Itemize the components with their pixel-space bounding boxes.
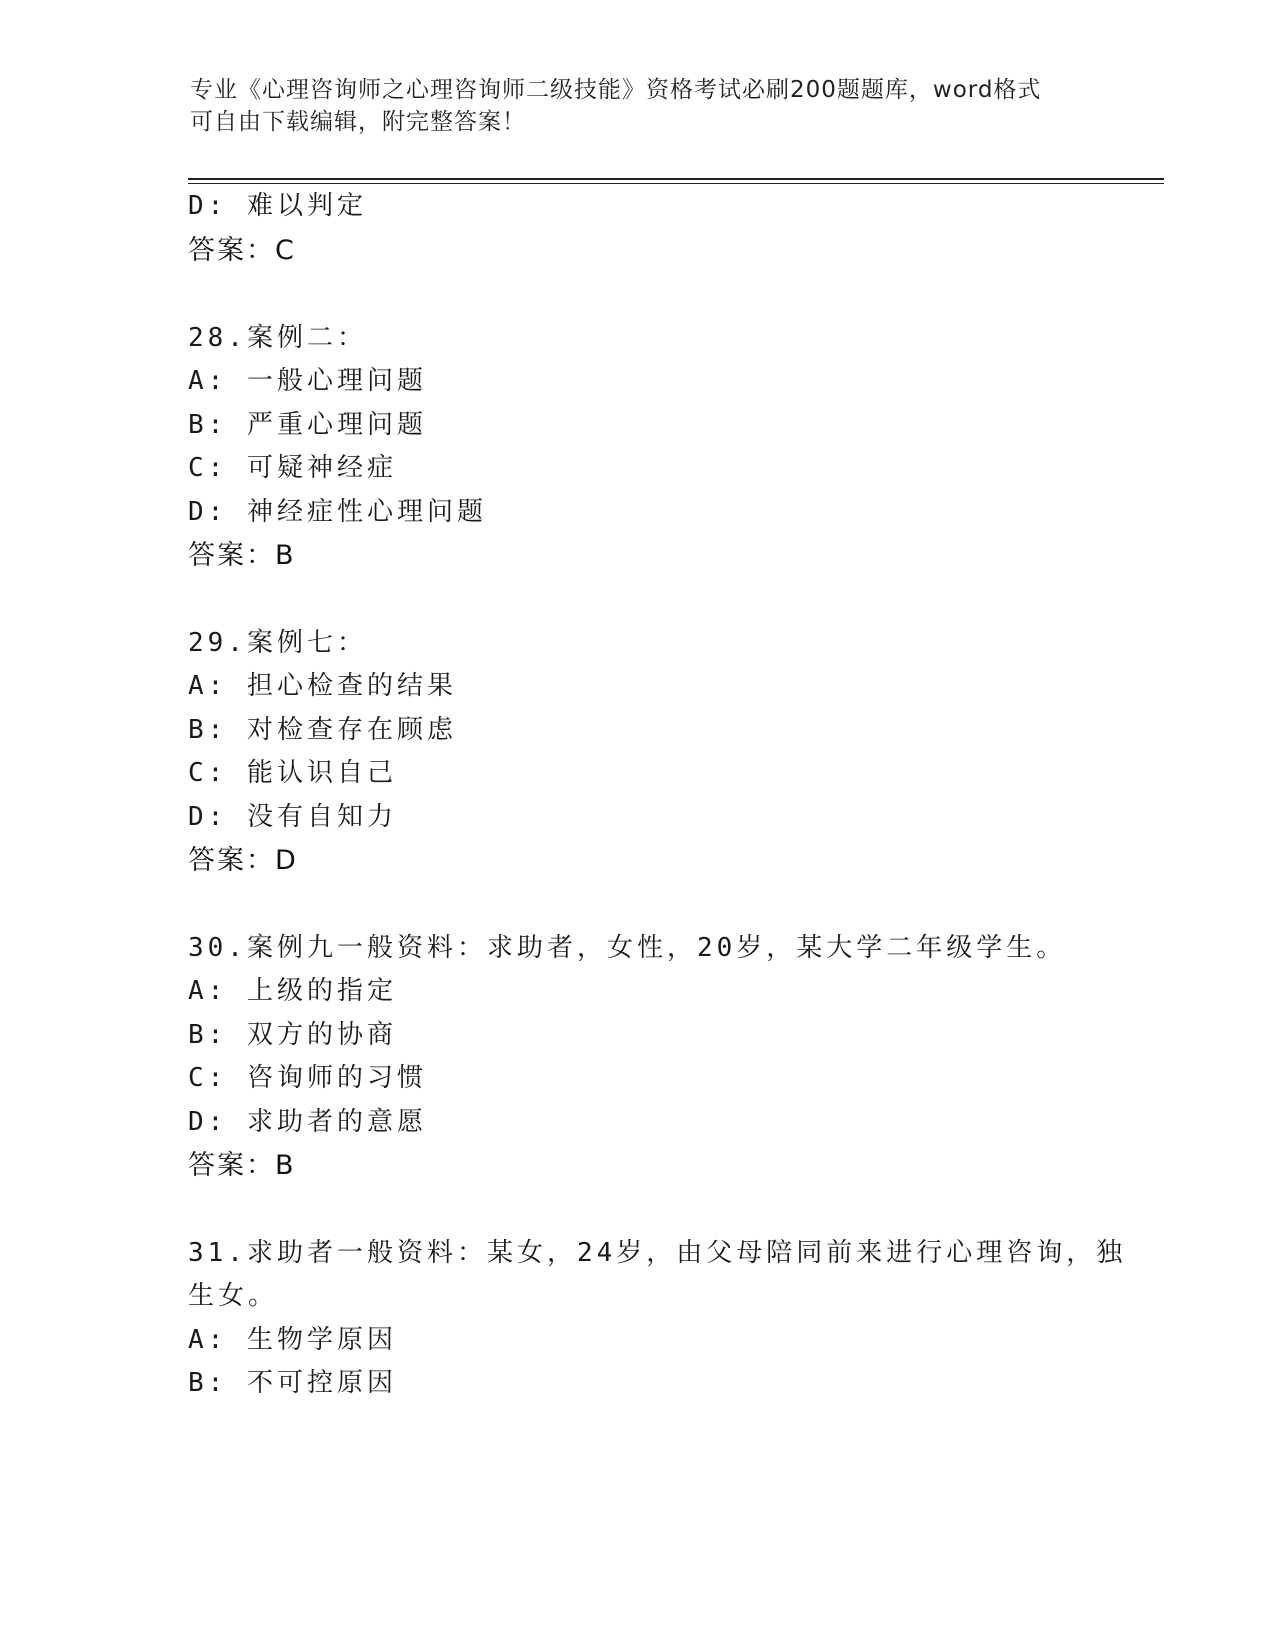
question-28-answer: 答案：B xyxy=(188,540,296,571)
question-30-option-c: C: 咨询师的习惯 xyxy=(188,1063,427,1093)
question-29-option-c: C: 能认识自己 xyxy=(188,758,397,788)
question-29-answer: 答案：D xyxy=(188,845,298,876)
question-31-stem-line-2: 生女。 xyxy=(188,1281,279,1311)
answer-label: 答案：C xyxy=(188,235,296,266)
question-30-option-d: D: 求助者的意愿 xyxy=(188,1107,427,1137)
question-28-option-c: C: 可疑神经症 xyxy=(188,453,397,483)
question-29-stem: 29.案例七： xyxy=(188,628,367,658)
question-28-option-d: D: 神经症性心理问题 xyxy=(188,497,487,527)
header-title-line-2: 可自由下载编辑，附完整答案！ xyxy=(190,109,526,135)
question-28-stem: 28.案例二： xyxy=(188,323,367,353)
option-d: D: 难以判定 xyxy=(188,191,367,221)
question-31-option-a: A: 生物学原因 xyxy=(188,1325,397,1355)
question-31-option-b: B: 不可控原因 xyxy=(188,1368,397,1398)
question-31-stem-line-1: 31.求助者一般资料：某女，24岁，由父母陪同前来进行心理咨询，独 xyxy=(188,1238,1127,1268)
question-29-option-d: D: 没有自知力 xyxy=(188,802,397,832)
header-title-line-1: 专业《心理咨询师之心理咨询师二级技能》资格考试必刷200题题库，word格式 xyxy=(190,77,1042,103)
header-divider-thin xyxy=(188,183,1164,184)
question-28-option-a: A: 一般心理问题 xyxy=(188,366,427,396)
question-30-option-a: A: 上级的指定 xyxy=(188,976,397,1006)
page-header xyxy=(190,74,1090,138)
question-29-option-a: A: 担心检查的结果 xyxy=(188,671,457,701)
question-30-stem: 30.案例九一般资料：求助者，女性，20岁，某大学二年级学生。 xyxy=(188,933,1067,963)
question-30-answer: 答案：B xyxy=(188,1150,296,1181)
question-28-option-b: B: 严重心理问题 xyxy=(188,410,427,440)
question-29-option-b: B: 对检查存在顾虑 xyxy=(188,715,457,745)
header-divider-thick xyxy=(188,178,1164,180)
question-30-option-b: B: 双方的协商 xyxy=(188,1020,397,1050)
